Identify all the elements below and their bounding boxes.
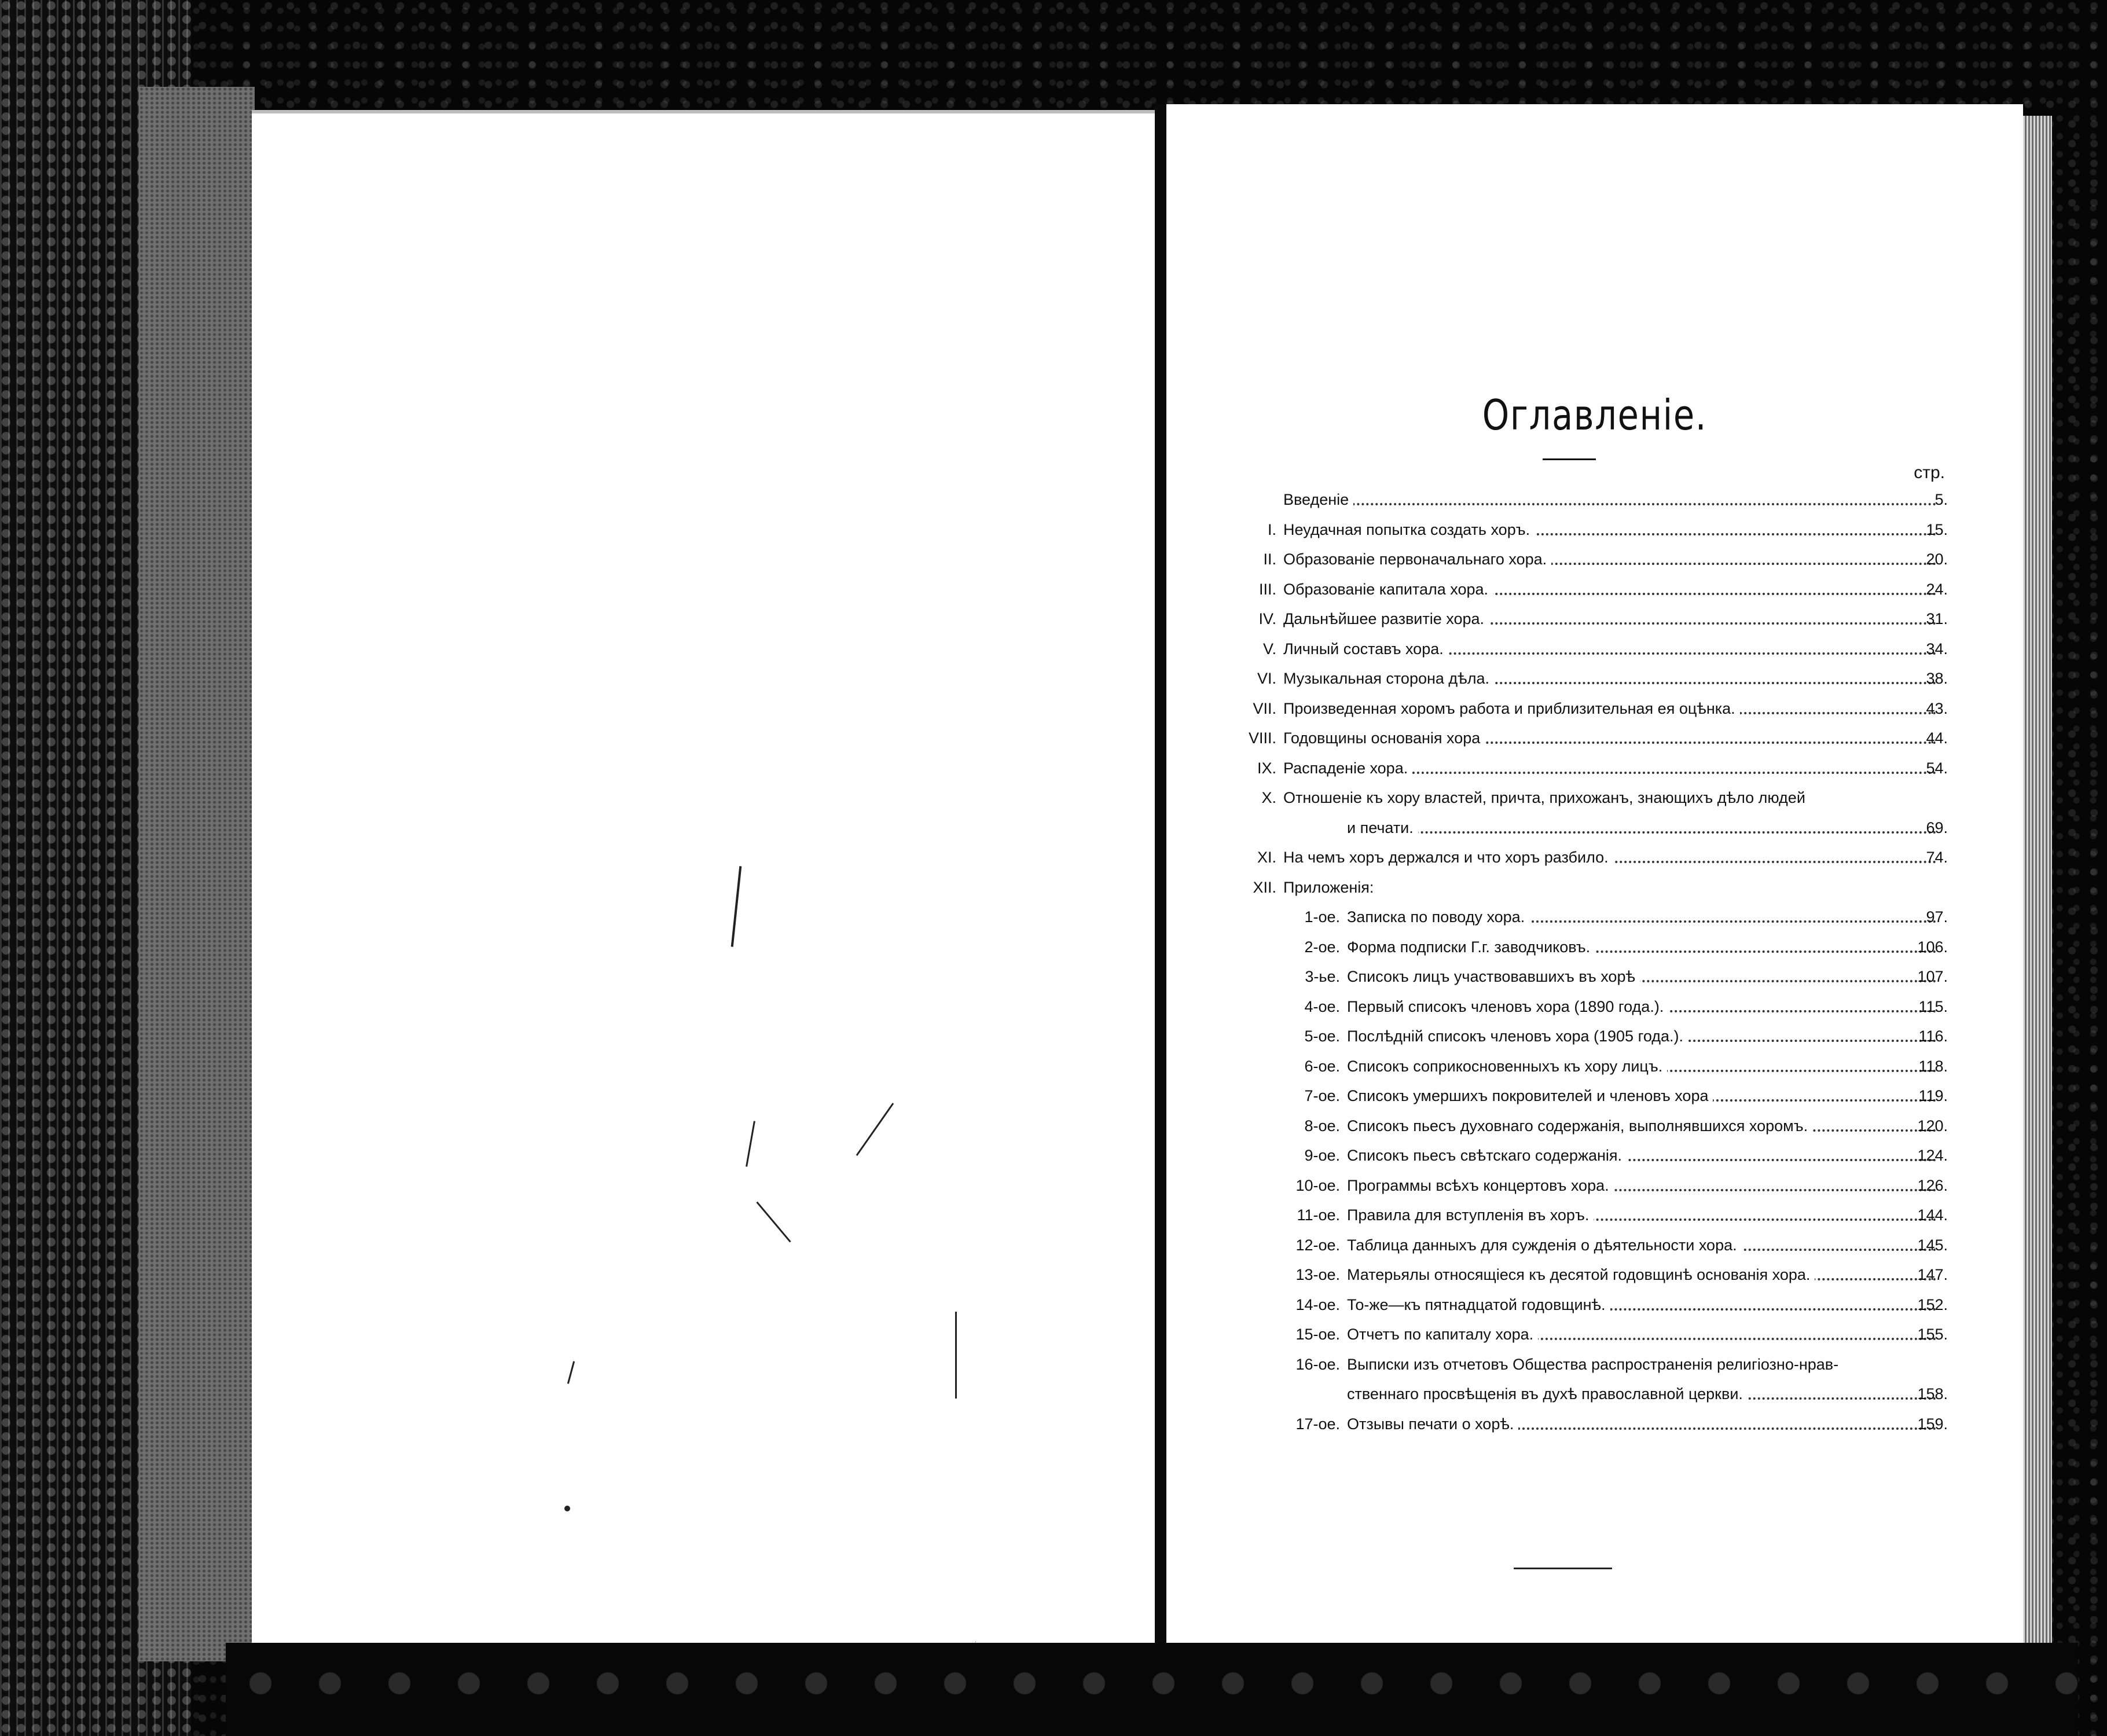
- toc-entry-title: [1347, 1385, 1936, 1403]
- dot-leader: [1283, 503, 1936, 505]
- toc-entry-title-text: На чемъ хоръ держался и что хоръ разбило.: [1283, 849, 1613, 866]
- toc-entry-title-text: Правила для вступленія въ хоръ.: [1347, 1206, 1594, 1224]
- scan-speck: [856, 1103, 894, 1156]
- title-rule: [1543, 458, 1596, 460]
- scan-speck: [955, 1312, 957, 1399]
- toc-entry-page: 54.: [1926, 759, 1948, 777]
- toc-entry-page: 107.: [1917, 968, 1948, 985]
- toc-entry: [1166, 1257, 2023, 1287]
- right-toc-page: [1166, 104, 2023, 1644]
- toc-entry: [1166, 1316, 2023, 1346]
- scan-speck: [567, 1361, 575, 1383]
- toc-entry: [1166, 691, 2023, 721]
- toc-entry-title: [1283, 670, 1936, 688]
- toc-entry: [1166, 631, 2023, 661]
- toc-entry-title: [1283, 640, 1936, 658]
- toc-entry-title: [1347, 968, 1936, 986]
- toc-entry-title-text: Музыкальная сторона дѣла.: [1283, 670, 1494, 687]
- toc-entry-title: [1283, 729, 1936, 747]
- toc-entry: [1166, 660, 2023, 691]
- toc-entry-title-text: Произведенная хоромъ работа и приблизительная ея оцѣнка.: [1283, 700, 1740, 717]
- toc-entry-title-text: ственнаго просвѣщенія въ духѣ православной церкви.: [1347, 1385, 1748, 1403]
- toc-title: Оглавленіе.: [1482, 391, 1708, 439]
- page-column-header: стр.: [1914, 463, 1945, 482]
- toc-list: [1166, 482, 2023, 1436]
- toc-entry-page: 97.: [1926, 908, 1948, 926]
- toc-entry-title: [1347, 1147, 1936, 1165]
- toc-entry-number: VII.: [1253, 699, 1276, 717]
- toc-entry-number: 6-ое.: [1304, 1057, 1340, 1075]
- toc-entry: [1166, 780, 2023, 810]
- toc-entry: [1166, 959, 2023, 989]
- toc-entry-title-text: Форма подписки Г.г. заводчиковъ.: [1347, 938, 1595, 956]
- toc-entry-number: 5-ое.: [1304, 1027, 1340, 1045]
- toc-entry-page: 116.: [1918, 1027, 1948, 1045]
- toc-entry-page: 145.: [1917, 1236, 1948, 1254]
- toc-entry-title: [1283, 879, 1936, 897]
- toc-entry-number: 8-ое.: [1304, 1117, 1340, 1135]
- toc-entry-title-text: Списокъ пьесъ духовнаго содержанія, выполнявшихся хоромъ.: [1347, 1117, 1812, 1135]
- toc-entry-page: 115.: [1918, 997, 1948, 1015]
- toc-entry-title: [1283, 610, 1936, 628]
- toc-entry-title-text: Годовщины основанія хора: [1283, 729, 1485, 747]
- toc-entry: [1166, 1108, 2023, 1138]
- toc-entry: [1166, 1346, 2023, 1377]
- toc-entry-number: X.: [1261, 789, 1276, 806]
- toc-entry-number: XI.: [1257, 849, 1276, 866]
- toc-entry-number: 1-ое.: [1304, 908, 1340, 926]
- toc-entry-page: 152.: [1917, 1295, 1948, 1313]
- toc-entry-title-text: Первый списокъ членовъ хора (1890 года.).: [1347, 998, 1668, 1015]
- toc-entry-page: 155.: [1917, 1326, 1948, 1343]
- toc-entry-title-text: Списокъ пьесъ свѣтскаго содержанія.: [1347, 1147, 1627, 1164]
- dot-leader: [1347, 831, 1936, 834]
- toc-entry-page: 126.: [1917, 1176, 1948, 1194]
- toc-entry-title: [1347, 1415, 1936, 1433]
- left-blank-page: [252, 110, 1155, 1647]
- toc-entry-number: 14-ое.: [1295, 1295, 1340, 1313]
- toc-entry-title-text: Отчетъ по капиталу хора.: [1347, 1326, 1538, 1343]
- toc-entry: [1166, 1376, 2023, 1406]
- toc-entry-title-text: Списокъ соприкосновенныхъ къ хору лицъ.: [1347, 1058, 1667, 1075]
- toc-entry-title-text: Неудачная попытка создать хоръ.: [1283, 521, 1535, 538]
- toc-entry-number: 9-ое.: [1304, 1147, 1340, 1164]
- toc-entry: [1166, 1287, 2023, 1317]
- toc-entry-page: 15.: [1926, 520, 1948, 538]
- toc-entry-page: 158.: [1917, 1385, 1948, 1403]
- toc-entry-title-text: Личный составъ хора.: [1283, 640, 1448, 658]
- toc-entry: [1166, 1197, 2023, 1227]
- toc-entry-title: [1347, 1266, 1936, 1284]
- scan-speck: [731, 866, 742, 947]
- toc-entry-title-text: Послѣдній списокъ членовъ хора (1905 года.).: [1347, 1027, 1688, 1045]
- toc-entry-title: [1283, 789, 1936, 807]
- toc-entry-page: 124.: [1917, 1147, 1948, 1164]
- toc-entry: [1166, 1406, 2023, 1436]
- toc-entry-page: 44.: [1926, 729, 1948, 747]
- toc-entry-page: 147.: [1917, 1266, 1948, 1283]
- toc-entry-page: 74.: [1926, 849, 1948, 866]
- toc-entry-title-text: Введеніе: [1283, 491, 1353, 508]
- toc-entry: [1166, 750, 2023, 780]
- toc-entry-title-text: и печати.: [1347, 819, 1418, 836]
- toc-entry-title: [1347, 1058, 1936, 1076]
- toc-entry-title-text: Матерьялы относящіеся къ десятой годовщинѣ основанія хора.: [1347, 1266, 1815, 1283]
- toc-entry-page: 5.: [1935, 491, 1948, 508]
- toc-entry-page: 43.: [1926, 699, 1948, 717]
- toc-entry-number: IV.: [1258, 610, 1276, 627]
- toc-entry-title-text: Приложенія:: [1283, 879, 1378, 896]
- toc-entry: [1166, 869, 2023, 900]
- toc-entry-page: 159.: [1917, 1415, 1948, 1433]
- toc-entry: [1166, 1078, 2023, 1108]
- toc-entry-number: VIII.: [1248, 729, 1276, 747]
- toc-entry-number: II.: [1263, 550, 1276, 568]
- scan-speck: [746, 1121, 755, 1166]
- toc-entry-number: 11-ое.: [1297, 1206, 1340, 1224]
- toc-entry-title-text: Записка по поводу хора.: [1347, 908, 1529, 926]
- toc-entry-title-text: Списокъ умершихъ покровителей и членовъ хора: [1347, 1087, 1713, 1104]
- left-page-edge-shadow: [139, 87, 255, 1661]
- toc-entry-number: 12-ое.: [1295, 1236, 1340, 1254]
- toc-entry: [1166, 1168, 2023, 1198]
- toc-entry-title-text: Таблица данныхъ для сужденія о дѣятельности хора.: [1347, 1236, 1742, 1254]
- toc-entry: [1166, 839, 2023, 869]
- toc-entry-page: 34.: [1926, 640, 1948, 658]
- toc-entry-title: [1347, 998, 1936, 1016]
- toc-entry-title-text: Дальнѣйшее развитіе хора.: [1283, 610, 1489, 627]
- toc-entry-title-text: Отношеніе къ хору властей, причта, прихожанъ, знающихъ дѣло людей: [1283, 789, 1810, 806]
- toc-entry-title: [1347, 1296, 1936, 1314]
- toc-entry-title: [1283, 491, 1936, 509]
- toc-entry: [1166, 899, 2023, 929]
- toc-entry-number: 10-ое.: [1295, 1176, 1340, 1194]
- toc-entry-title-text: Отзывы печати о хорѣ.: [1347, 1415, 1518, 1433]
- toc-entry: [1166, 1018, 2023, 1048]
- toc-entry-page: 20.: [1926, 550, 1948, 568]
- book-gutter: [1155, 104, 1166, 1667]
- toc-entry-title: [1347, 1326, 1936, 1344]
- toc-entry: [1166, 810, 2023, 840]
- toc-entry-title-text: То-же—къ пятнадцатой годовщинѣ.: [1347, 1296, 1610, 1313]
- toc-entry-title: [1347, 1117, 1936, 1135]
- toc-entry-number: 13-ое.: [1295, 1266, 1340, 1283]
- toc-entry-title: [1283, 521, 1936, 539]
- scan-speck: [756, 1202, 791, 1243]
- toc-entry-page: 119.: [1918, 1087, 1948, 1104]
- toc-entry: [1166, 541, 2023, 571]
- toc-entry-title-text: Списокъ лицъ участвовавшихъ въ хорѣ: [1347, 968, 1640, 985]
- toc-entry-page: 106.: [1917, 938, 1948, 956]
- toc-entry-title-text: Образованіе первоначальнаго хора.: [1283, 550, 1551, 568]
- toc-entry: [1166, 1137, 2023, 1168]
- toc-entry-page: 24.: [1926, 580, 1948, 598]
- toc-entry-number: VI.: [1257, 670, 1276, 687]
- toc-entry-number: XII.: [1253, 878, 1276, 896]
- toc-entry-number: 4-ое.: [1304, 997, 1340, 1015]
- toc-entry-title-text: Образованіе капитала хора.: [1283, 581, 1493, 598]
- toc-entry-title: [1347, 1236, 1936, 1254]
- toc-entry-title: [1347, 938, 1936, 956]
- toc-entry-number: 17-ое.: [1295, 1415, 1340, 1433]
- toc-entry-title: [1283, 849, 1936, 867]
- toc-entry-number: 15-ое.: [1295, 1326, 1340, 1343]
- toc-entry-number: IX.: [1257, 759, 1276, 777]
- toc-entry-page: 31.: [1926, 610, 1948, 627]
- toc-entry-title-text: Программы всѣхъ концертовъ хора.: [1347, 1177, 1614, 1194]
- toc-entry-title: [1347, 1027, 1936, 1045]
- toc-entry-title: [1347, 908, 1936, 926]
- toc-entry-title: [1283, 550, 1936, 568]
- toc-entry-title: [1347, 819, 1936, 837]
- toc-entry-page: 120.: [1917, 1117, 1948, 1135]
- toc-entry-title: [1347, 1177, 1936, 1195]
- toc-entry-page: 144.: [1917, 1206, 1948, 1224]
- film-bottom-band: [226, 1643, 2078, 1736]
- toc-entry-number: 2-ое.: [1304, 938, 1340, 956]
- scan-speck: [564, 1506, 570, 1511]
- toc-entry-title-text: Распаденіе хора.: [1283, 759, 1412, 777]
- toc-entry: [1166, 720, 2023, 750]
- toc-entry-number: 3-ье.: [1305, 968, 1340, 985]
- toc-entry-page: 118.: [1918, 1057, 1948, 1075]
- page-edges: [2023, 116, 2052, 1650]
- toc-entry-title: [1347, 1206, 1936, 1224]
- toc-entry-title-text: Выписки изъ отчетовъ Общества распространенія религіозно-нрав-: [1347, 1356, 1843, 1373]
- toc-entry-title: [1283, 581, 1936, 599]
- toc-entry: [1166, 989, 2023, 1019]
- toc-entry-page: 38.: [1926, 670, 1948, 687]
- toc-entry: [1166, 929, 2023, 959]
- toc-entry: [1166, 482, 2023, 512]
- toc-entry-number: 16-ое.: [1295, 1355, 1340, 1373]
- toc-entry: [1166, 512, 2023, 542]
- toc-entry-title: [1347, 1356, 1936, 1374]
- toc-entry: [1166, 1048, 2023, 1078]
- toc-entry-title: [1283, 700, 1936, 718]
- toc-entry-number: V.: [1262, 640, 1276, 658]
- toc-entry-number: I.: [1267, 520, 1276, 538]
- toc-entry-title: [1283, 759, 1936, 777]
- toc-entry: [1166, 1227, 2023, 1257]
- toc-entry: [1166, 601, 2023, 631]
- toc-entry-number: III.: [1258, 580, 1276, 598]
- toc-entry-number: 7-ое.: [1304, 1087, 1340, 1104]
- end-rule: [1514, 1568, 1612, 1569]
- toc-entry: [1166, 571, 2023, 601]
- toc-entry-title: [1347, 1087, 1936, 1105]
- toc-entry-page: 69.: [1926, 819, 1948, 836]
